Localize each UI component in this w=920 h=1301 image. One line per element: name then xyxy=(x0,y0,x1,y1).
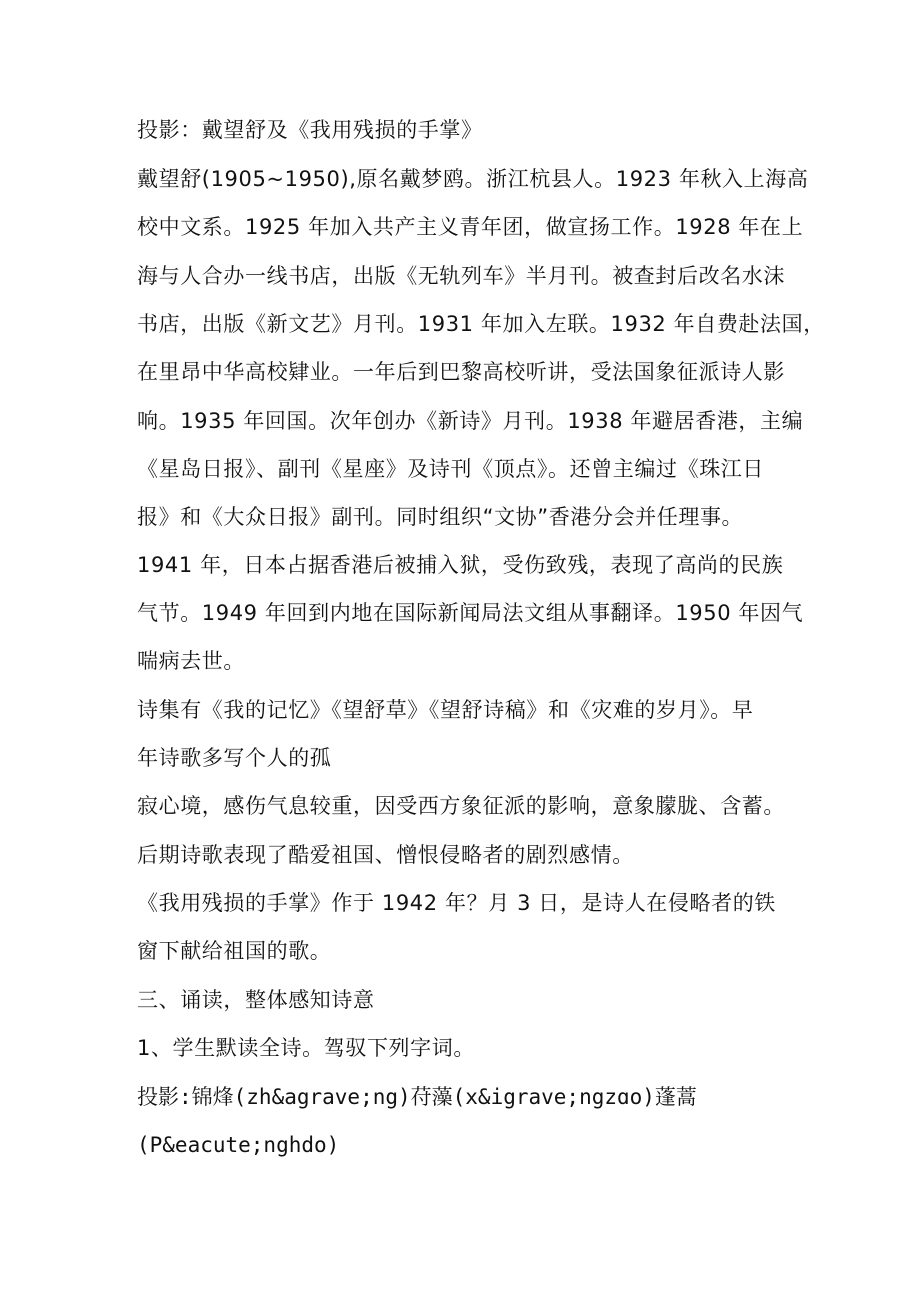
text-line: (P&eacute;nghdo) xyxy=(137,1133,340,1157)
text-line: 响。1935 年回国。次年创办《新诗》月刊。1938 年避居香港，主编 xyxy=(137,409,804,433)
text-line: 校中文系。1925 年加入共产主义青年团，做宣扬工作。1928 年在上 xyxy=(137,215,804,239)
text-line: 1、学生默读全诗。驾驭下列字词。 xyxy=(137,1036,475,1060)
text-line: 《星岛日报》、副刊《星座》及诗刊《顶点》。还曾主编过《珠江日 xyxy=(137,457,764,481)
section-heading: 三、诵读，整体感知诗意 xyxy=(137,988,375,1012)
text-line: 喘病去世。 xyxy=(137,649,245,673)
text-line: 在里昂中华高校肄业。一年后到巴黎高校听讲，受法国象征派诗人影 xyxy=(137,360,785,384)
text-line: 投影:锦烽(zh&agrave;ng)苻藻(x&igrave;ngzɑo)蓬蒿 xyxy=(137,1085,697,1109)
text-line: 年诗歌多写个人的孤 xyxy=(137,746,332,770)
text-line: 报》和《大众日报》副刊。同时组织“文协”香港分会并任理事。 xyxy=(137,505,744,529)
text-line: 书店，出版《新文艺》月刊。1931 年加入左联。1932 年自费赴法国， xyxy=(137,312,825,336)
text-line: 《我用残损的手掌》作于 1942 年？月 3 日，是诗人在侵略者的铁 xyxy=(137,891,776,915)
text-line: 后期诗歌表现了酷爱祖国、憎恨侵略者的剧烈感情。 xyxy=(137,843,634,867)
text-line: 诗集有《我的记忆》《望舒草》《望舒诗稿》和《灾难的岁月》。早 xyxy=(137,698,754,722)
text-line: 寂心境，感伤气息较重，因受西方象征派的影响，意象朦胧、含蓄。 xyxy=(137,794,785,818)
text-line-heading: 投影：戴望舒及《我用残损的手掌》 xyxy=(137,118,483,142)
text-line: 戴望舒(1905~1950),原名戴梦鸥。浙江杭县人。1923 年秋入上海高 xyxy=(137,167,809,191)
text-line: 窗下献给祖国的歌。 xyxy=(137,939,332,963)
text-line: 气节。1949 年回到内地在国际新闻局法文组从事翻译。1950 年因气 xyxy=(137,601,804,625)
text-line: 海与人合办一线书店，出版《无轨列车》半月刊。被查封后改名水沫 xyxy=(137,264,785,288)
text-line: 1941 年，日本占据香港后被捕入狱，受伤致残，表现了高尚的民族 xyxy=(137,553,784,577)
